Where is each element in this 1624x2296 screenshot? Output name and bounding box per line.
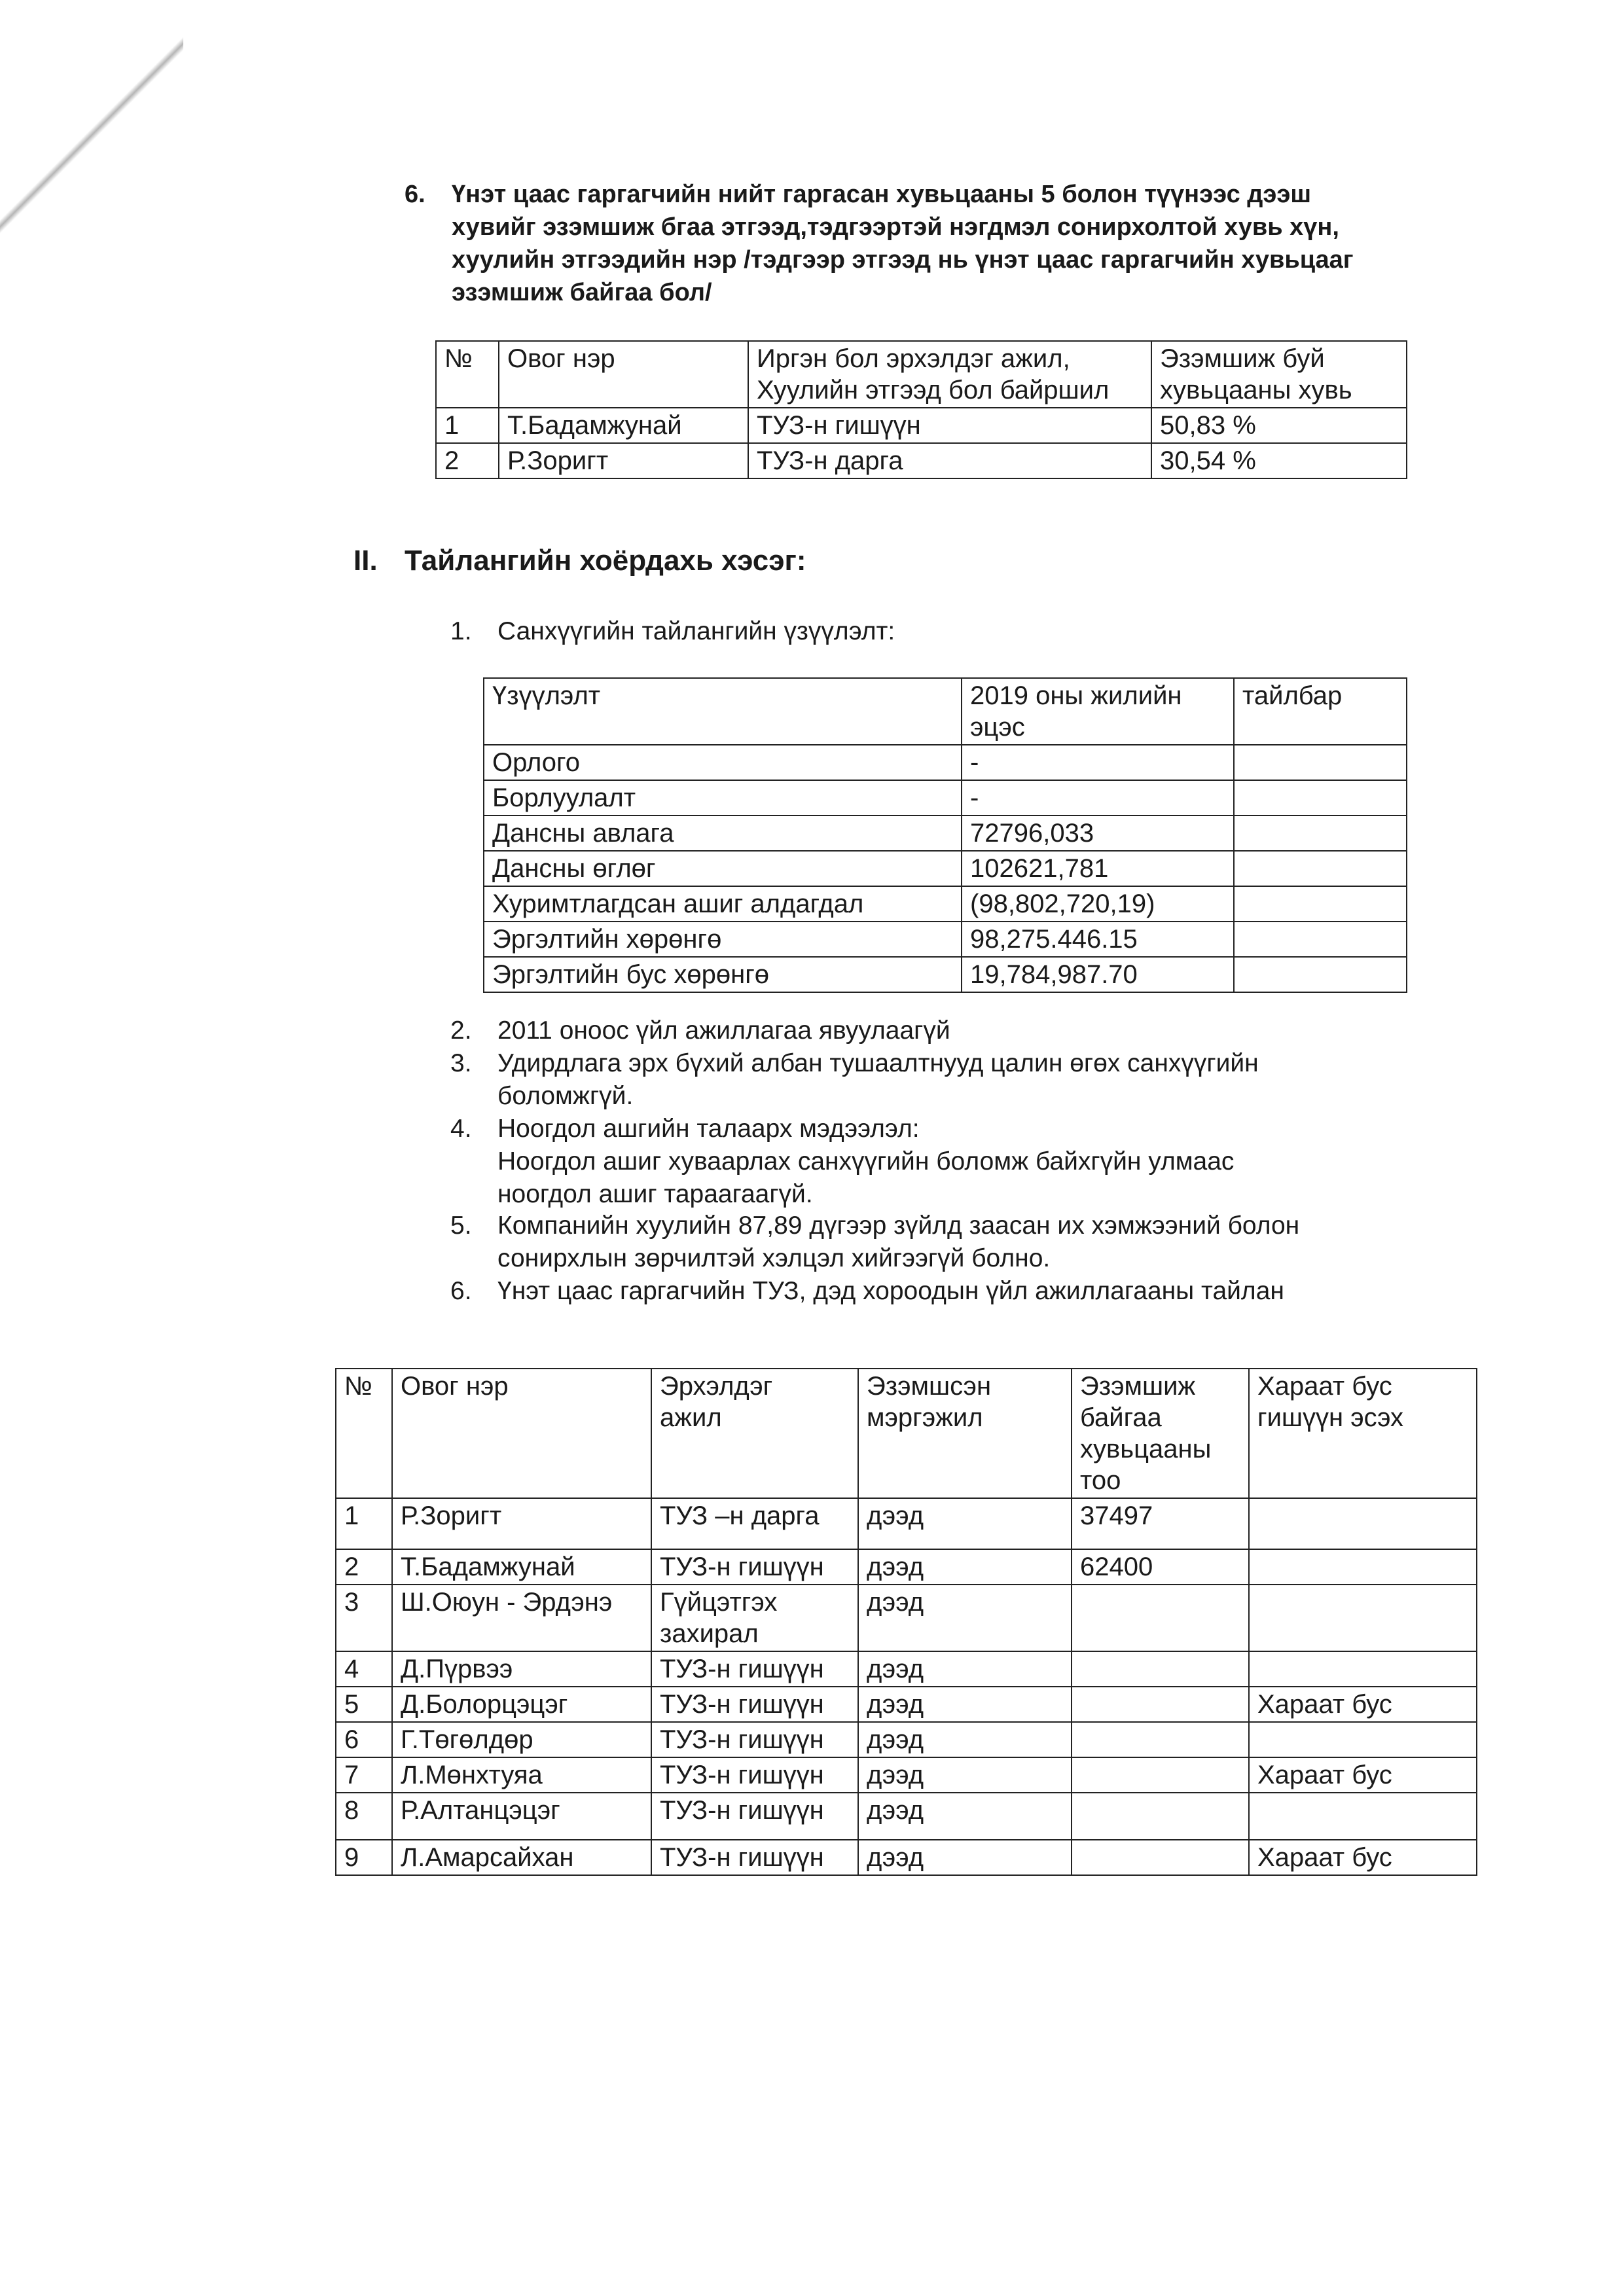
- cell: Хараат бус: [1249, 1687, 1477, 1722]
- list-item-4: [450, 1113, 1235, 1211]
- cell: Дансны авлага: [484, 816, 962, 851]
- col-no-header: №: [436, 341, 499, 408]
- list-text: Санхүүгийн тайлангийн үзүүлэлт:: [497, 617, 895, 645]
- cell: дээд: [858, 1687, 1072, 1722]
- cell: [651, 1585, 858, 1651]
- header-line: хувьцааны: [1080, 1435, 1212, 1463]
- list-text-line: Удирдлага эрх бүхий албан тушаалтнууд цалин өгөх санхүүгийн: [497, 1049, 1259, 1077]
- cell: дээд: [858, 1498, 1072, 1549]
- cell: Ш.Оюун - Эрдэнэ: [392, 1585, 651, 1651]
- header-line: мэргэжил: [867, 1403, 983, 1432]
- cell: Орлого: [484, 745, 962, 780]
- list-number: 1.: [450, 617, 472, 645]
- cell: 1: [436, 408, 499, 443]
- header-line: эцэс: [970, 713, 1025, 742]
- cell: Хараат бус: [1249, 1757, 1477, 1793]
- cell: Г.Төгөлдөр: [392, 1722, 651, 1757]
- header-line: тоо: [1080, 1466, 1121, 1495]
- cell: [1072, 1722, 1249, 1757]
- cell: 1: [336, 1498, 392, 1549]
- col-no-header: №: [336, 1369, 392, 1498]
- col-indicator-header: Үзүүлэлт: [484, 678, 962, 745]
- cell: 102621,781: [962, 851, 1234, 886]
- cell: [1234, 922, 1407, 957]
- shareholders-table: [435, 340, 1407, 479]
- part2-title: Тайлангийн хоёрдахь хэсэг:: [405, 545, 806, 577]
- cell: 7: [336, 1757, 392, 1793]
- cell: 2: [336, 1549, 392, 1585]
- cell: дээд: [858, 1840, 1072, 1875]
- table-row: [336, 1722, 1477, 1757]
- header-line: Эзэмшиж: [1080, 1372, 1196, 1401]
- cell: ТУЗ-н гишүүн: [651, 1793, 858, 1840]
- cell: ТУЗ-н гишүүн: [748, 408, 1151, 443]
- header-line: Иргэн бол эрхэлдэг ажил,: [757, 344, 1070, 373]
- table-row: [336, 1585, 1477, 1651]
- list-number: 4.: [450, 1115, 472, 1143]
- board-members-table: [335, 1368, 1477, 1876]
- cell: дээд: [858, 1585, 1072, 1651]
- table-header-row: [484, 678, 1407, 745]
- cell: дээд: [858, 1722, 1072, 1757]
- table-row: [336, 1840, 1477, 1875]
- list-item-1: [450, 615, 895, 648]
- list-number: 3.: [450, 1049, 472, 1077]
- cell: [1234, 957, 1407, 992]
- list-text-line: боломжгүй.: [497, 1082, 634, 1110]
- cell: [1072, 1585, 1249, 1651]
- cell: дээд: [858, 1651, 1072, 1687]
- header-line: Эрхэлдэг: [660, 1372, 773, 1401]
- table-row: [436, 443, 1407, 478]
- part2-roman: II.: [353, 545, 378, 577]
- cell: Р.Алтанцэцэг: [392, 1793, 651, 1840]
- list-text-line: Ноогдол ашгийн талаарх мэдээлэл:: [497, 1115, 920, 1143]
- header-line: Эзэмшиж буй: [1160, 344, 1325, 373]
- cell: ТУЗ-н дарга: [748, 443, 1151, 478]
- cell: Эргэлтийн бус хөрөнгө: [484, 957, 962, 992]
- table-row: [484, 780, 1407, 816]
- cell: 19,784,987.70: [962, 957, 1234, 992]
- list-text-line: сонирхлын зөрчилтэй хэлцэл хийгээгүй болно.: [497, 1244, 1051, 1272]
- cell: Л.Амарсайхан: [392, 1840, 651, 1875]
- cell: [1234, 851, 1407, 886]
- cell: 3: [336, 1585, 392, 1651]
- cell: [1234, 745, 1407, 780]
- cell: ТУЗ-н гишүүн: [651, 1687, 858, 1722]
- list-item-5: [450, 1210, 1300, 1275]
- header-line: гишүүн эсэх: [1257, 1403, 1404, 1432]
- list-item-6: [450, 1275, 1284, 1308]
- cell: ТУЗ –н дарга: [651, 1498, 858, 1549]
- cell: [1249, 1651, 1477, 1687]
- cell: 72796,033: [962, 816, 1234, 851]
- cell: [1249, 1498, 1477, 1549]
- list-text-line: Компанийн хуулийн 87,89 дүгээр зүйлд заасан их хэмжээний болон: [497, 1211, 1300, 1240]
- header-line: ажил: [660, 1403, 722, 1432]
- table-row: [484, 851, 1407, 886]
- cell: 4: [336, 1651, 392, 1687]
- table-row: [484, 957, 1407, 992]
- section6-line2: хувийг эзэмшиж бгаа этгээд,тэдгээртэй нэгдмэл сонирхолтой хувь хүн,: [452, 213, 1339, 241]
- cell: 50,83 %: [1151, 408, 1407, 443]
- list-text-line: Ноогдол ашиг хуваарлах санхүүгийн боломж байхгүйн улмаас: [497, 1147, 1235, 1175]
- table-header-row: [336, 1369, 1477, 1498]
- list-text-line: ноогдол ашиг тараагаагүй.: [497, 1180, 813, 1208]
- cell: 9: [336, 1840, 392, 1875]
- cell: 62400: [1072, 1549, 1249, 1585]
- cell: [1249, 1793, 1477, 1840]
- cell: 5: [336, 1687, 392, 1722]
- col-year-header: [962, 678, 1234, 745]
- cell: [1072, 1757, 1249, 1793]
- cell: ТУЗ-н гишүүн: [651, 1549, 858, 1585]
- table-row: [336, 1757, 1477, 1793]
- cell: дээд: [858, 1757, 1072, 1793]
- cell-line: Гүйцэтгэх: [660, 1588, 778, 1617]
- list-item-3: [450, 1047, 1259, 1113]
- cell: Т.Бадамжунай: [499, 408, 748, 443]
- cell: 37497: [1072, 1498, 1249, 1549]
- table-row: [336, 1651, 1477, 1687]
- table-row: [436, 408, 1407, 443]
- header-line: Эзэмшсэн: [867, 1372, 992, 1401]
- header-line: 2019 оны жилийн: [970, 681, 1182, 710]
- list-item-2: [450, 1014, 950, 1047]
- col-name-header: Овог нэр: [499, 341, 748, 408]
- cell: 2: [436, 443, 499, 478]
- part2-heading: [353, 543, 806, 579]
- cell: [1234, 780, 1407, 816]
- cell: дээд: [858, 1793, 1072, 1840]
- header-line: Хараат бус: [1257, 1372, 1392, 1401]
- cell: Дансны өглөг: [484, 851, 962, 886]
- financial-indicators-table: [483, 677, 1407, 993]
- table-row: [484, 922, 1407, 957]
- table-row: [484, 886, 1407, 922]
- page-fold-shadow: [0, 0, 183, 275]
- cell: 98,275.446.15: [962, 922, 1234, 957]
- cell: [1072, 1793, 1249, 1840]
- list-number: 2.: [450, 1016, 472, 1045]
- cell: Л.Мөнхтуяа: [392, 1757, 651, 1793]
- cell: 8: [336, 1793, 392, 1840]
- cell: ТУЗ-н гишүүн: [651, 1722, 858, 1757]
- table-header-row: [436, 341, 1407, 408]
- table-row: [336, 1793, 1477, 1840]
- cell: Борлуулалт: [484, 780, 962, 816]
- cell: [1249, 1549, 1477, 1585]
- cell: Р.Зоригт: [499, 443, 748, 478]
- cell: Хараат бус: [1249, 1840, 1477, 1875]
- cell: ТУЗ-н гишүүн: [651, 1651, 858, 1687]
- table-row: [336, 1498, 1477, 1549]
- section6-number: 6.: [405, 181, 425, 208]
- table-row: [336, 1549, 1477, 1585]
- table-row: [484, 816, 1407, 851]
- cell: Т.Бадамжунай: [392, 1549, 651, 1585]
- col-independent-header: [1249, 1369, 1477, 1498]
- cell: Эргэлтийн хөрөнгө: [484, 922, 962, 957]
- header-line: хувьцааны хувь: [1160, 376, 1352, 404]
- header-line: байгаа: [1080, 1403, 1162, 1432]
- cell: ТУЗ-н гишүүн: [651, 1757, 858, 1793]
- col-name-header: Овог нэр: [392, 1369, 651, 1498]
- col-note-header: тайлбар: [1234, 678, 1407, 745]
- col-share-header: [1151, 341, 1407, 408]
- cell: (98,802,720,19): [962, 886, 1234, 922]
- list-number: 6.: [450, 1277, 472, 1305]
- cell: [1234, 886, 1407, 922]
- cell: -: [962, 780, 1234, 816]
- cell: Р.Зоригт: [392, 1498, 651, 1549]
- cell-line: захирал: [660, 1619, 759, 1648]
- cell: Д.Болорцэцэг: [392, 1687, 651, 1722]
- section6-paragraph: [405, 178, 1426, 309]
- cell: [1249, 1722, 1477, 1757]
- section6-line1: Үнэт цаас гаргагчийн нийт гаргасан хувьцааны 5 болон түүнээс дээш: [452, 181, 1312, 208]
- cell: -: [962, 745, 1234, 780]
- cell: [1234, 816, 1407, 851]
- cell: [1072, 1651, 1249, 1687]
- col-shares-header: [1072, 1369, 1249, 1498]
- cell: Д.Пүрвээ: [392, 1651, 651, 1687]
- cell: [1072, 1840, 1249, 1875]
- list-text: 2011 оноос үйл ажиллагаа явуулаагүй: [497, 1016, 950, 1045]
- cell: [1072, 1687, 1249, 1722]
- cell: [1249, 1585, 1477, 1651]
- cell: дээд: [858, 1549, 1072, 1585]
- table-row: [336, 1687, 1477, 1722]
- section6-line3: хуулийн этгээдийн нэр /тэдгээр этгээд нь үнэт цаас гаргагчийн хувьцааг: [452, 246, 1354, 274]
- table-row: [484, 745, 1407, 780]
- col-job-header: [651, 1369, 858, 1498]
- col-profession-header: [858, 1369, 1072, 1498]
- list-text: Үнэт цаас гаргагчийн ТУЗ, дэд хороодын үйл ажиллагааны тайлан: [497, 1277, 1284, 1305]
- section6-line4: эзэмшиж байгаа бол/: [452, 279, 712, 306]
- cell: ТУЗ-н гишүүн: [651, 1840, 858, 1875]
- cell: 30,54 %: [1151, 443, 1407, 478]
- header-line: Хуулийн этгээд бол байршил: [757, 376, 1110, 404]
- cell: 6: [336, 1722, 392, 1757]
- col-occupation-header: [748, 341, 1151, 408]
- cell: Хуримтлагдсан ашиг алдагдал: [484, 886, 962, 922]
- list-number: 5.: [450, 1211, 472, 1240]
